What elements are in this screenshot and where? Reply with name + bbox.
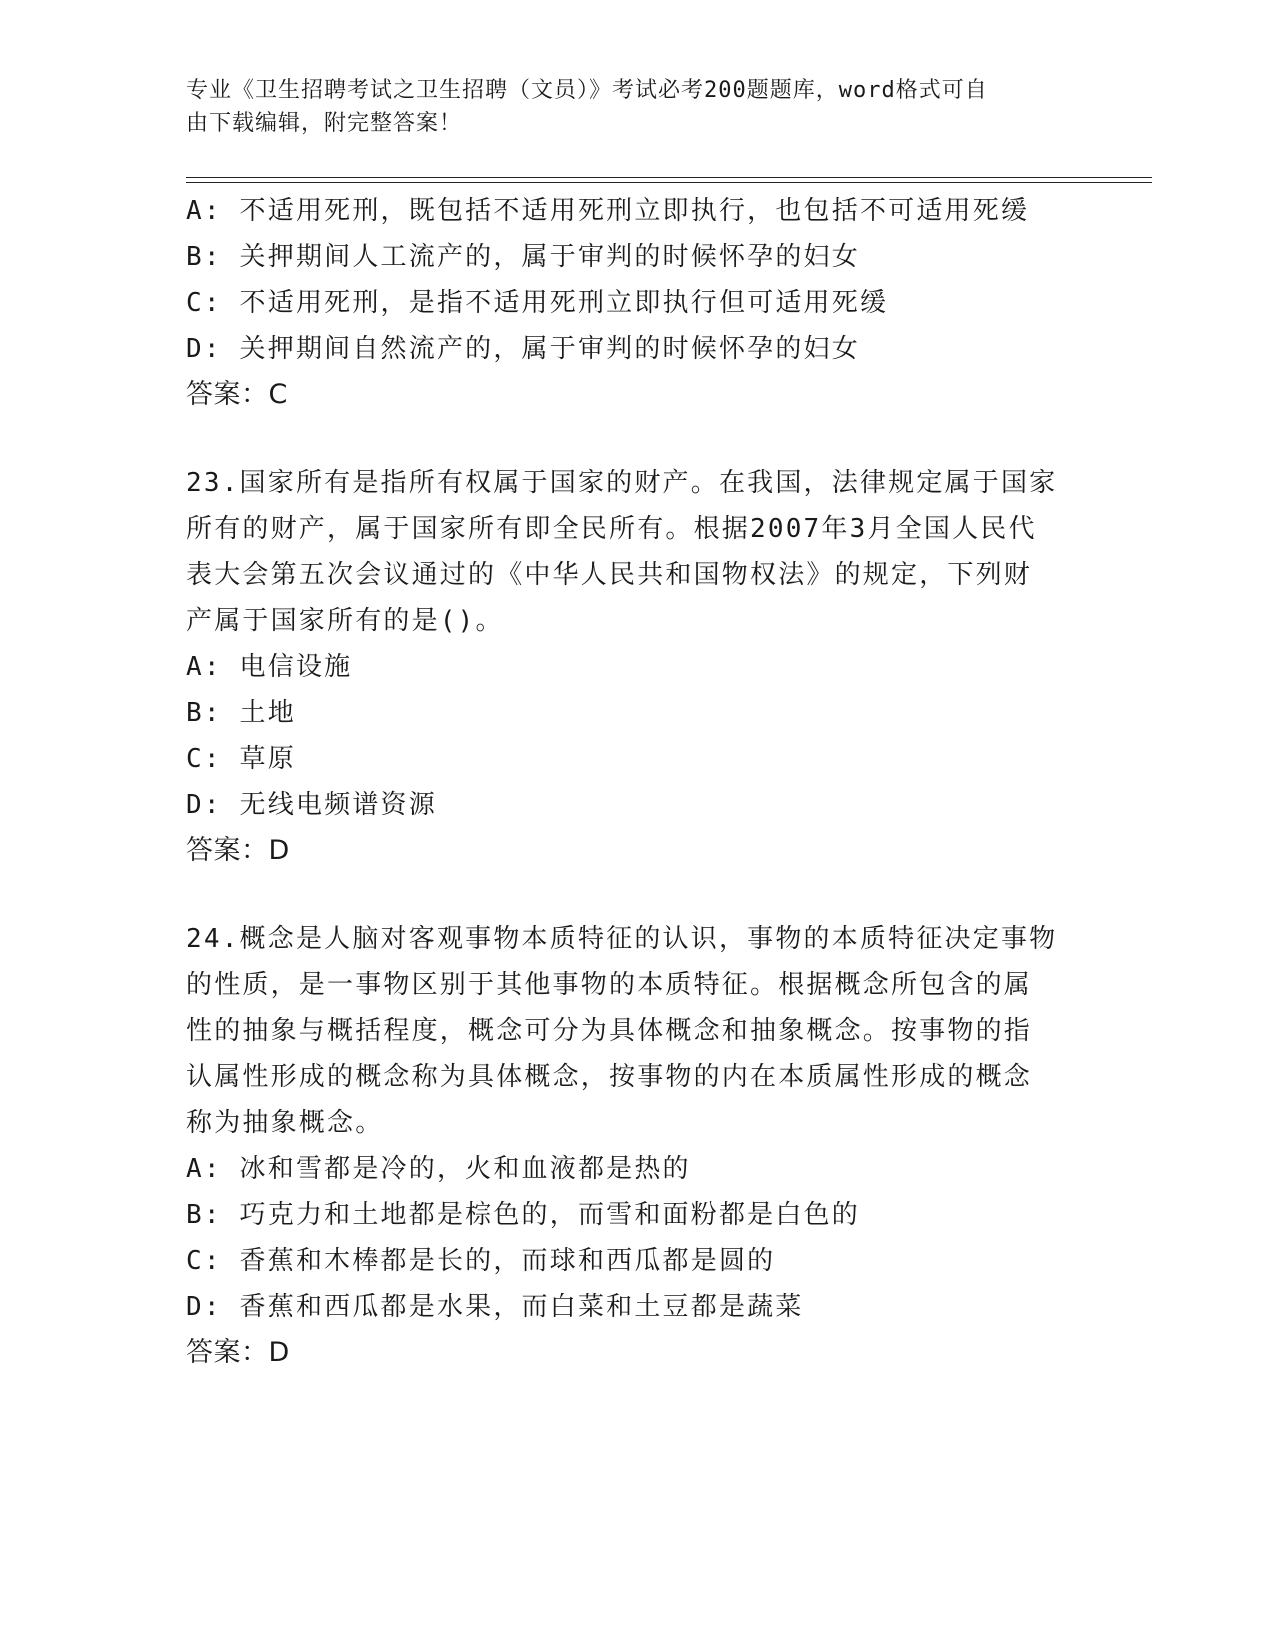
- header-line-2: 由下载编辑，附完整答案！: [186, 111, 463, 136]
- header-line-1: 专业《卫生招聘考试之卫生招聘（文员）》考试必考200题题库，word格式可自: [186, 78, 988, 103]
- option-d: D: 关押期间自然流产的，属于审判的时候怀孕的妇女: [186, 334, 860, 364]
- option-b: B: 巧克力和土地都是棕色的，而雪和面粉都是白色的: [186, 1200, 860, 1230]
- option-a: A: 冰和雪都是冷的，火和血液都是热的: [186, 1154, 691, 1184]
- question-line: 23.国家所有是指所有权属于国家的财产。在我国，法律规定属于国家: [186, 468, 1058, 498]
- prev-question: [186, 188, 1086, 418]
- option-b: B: 关押期间人工流产的，属于审判的时候怀孕的妇女: [186, 242, 860, 272]
- question-line: 表大会第五次会议通过的《中华人民共和国物权法》的规定，下列财: [186, 560, 1033, 590]
- question-text: [186, 460, 1086, 644]
- question-line: 性的抽象与概括程度，概念可分为具体概念和抽象概念。按事物的指: [186, 1016, 1033, 1046]
- question-line: 所有的财产，属于国家所有即全民所有。根据2007年3月全国人民代: [186, 514, 1037, 544]
- question-content: [186, 188, 1086, 1376]
- question-line: 认属性形成的概念称为具体概念，按事物的内在本质属性形成的概念: [186, 1062, 1033, 1092]
- option-d: D: 香蕉和西瓜都是水果，而白菜和土豆都是蔬菜: [186, 1292, 804, 1322]
- option-c: C: 不适用死刑，是指不适用死刑立即执行但可适用死缓: [186, 288, 889, 318]
- option-a: A: 电信设施: [186, 652, 353, 682]
- question-line: 称为抽象概念。: [186, 1108, 384, 1138]
- option-d: D: 无线电频谱资源: [186, 790, 437, 820]
- option-c: C: 香蕉和木棒都是长的，而球和西瓜都是圆的: [186, 1246, 776, 1276]
- header-divider-bottom: [186, 182, 1152, 183]
- option-c: C: 草原: [186, 744, 296, 774]
- answer-line: 答案：D: [186, 835, 290, 866]
- document-header: [186, 74, 1066, 140]
- question-line: 24.概念是人脑对客观事物本质特征的认识，事物的本质特征决定事物: [186, 924, 1058, 954]
- question-text: [186, 916, 1086, 1146]
- question-24: [186, 916, 1086, 1376]
- option-a: A: 不适用死刑，既包括不适用死刑立即执行，也包括不可适用死缓: [186, 196, 1030, 226]
- option-b: B: 土地: [186, 698, 296, 728]
- answer-line: 答案：D: [186, 1337, 290, 1368]
- question-23: [186, 460, 1086, 874]
- header-divider-top: [186, 177, 1152, 178]
- question-line: 的性质，是一事物区别于其他事物的本质特征。根据概念所包含的属: [186, 970, 1033, 1000]
- answer-line: 答案：C: [186, 379, 288, 410]
- question-line: 产属于国家所有的是()。: [186, 606, 504, 636]
